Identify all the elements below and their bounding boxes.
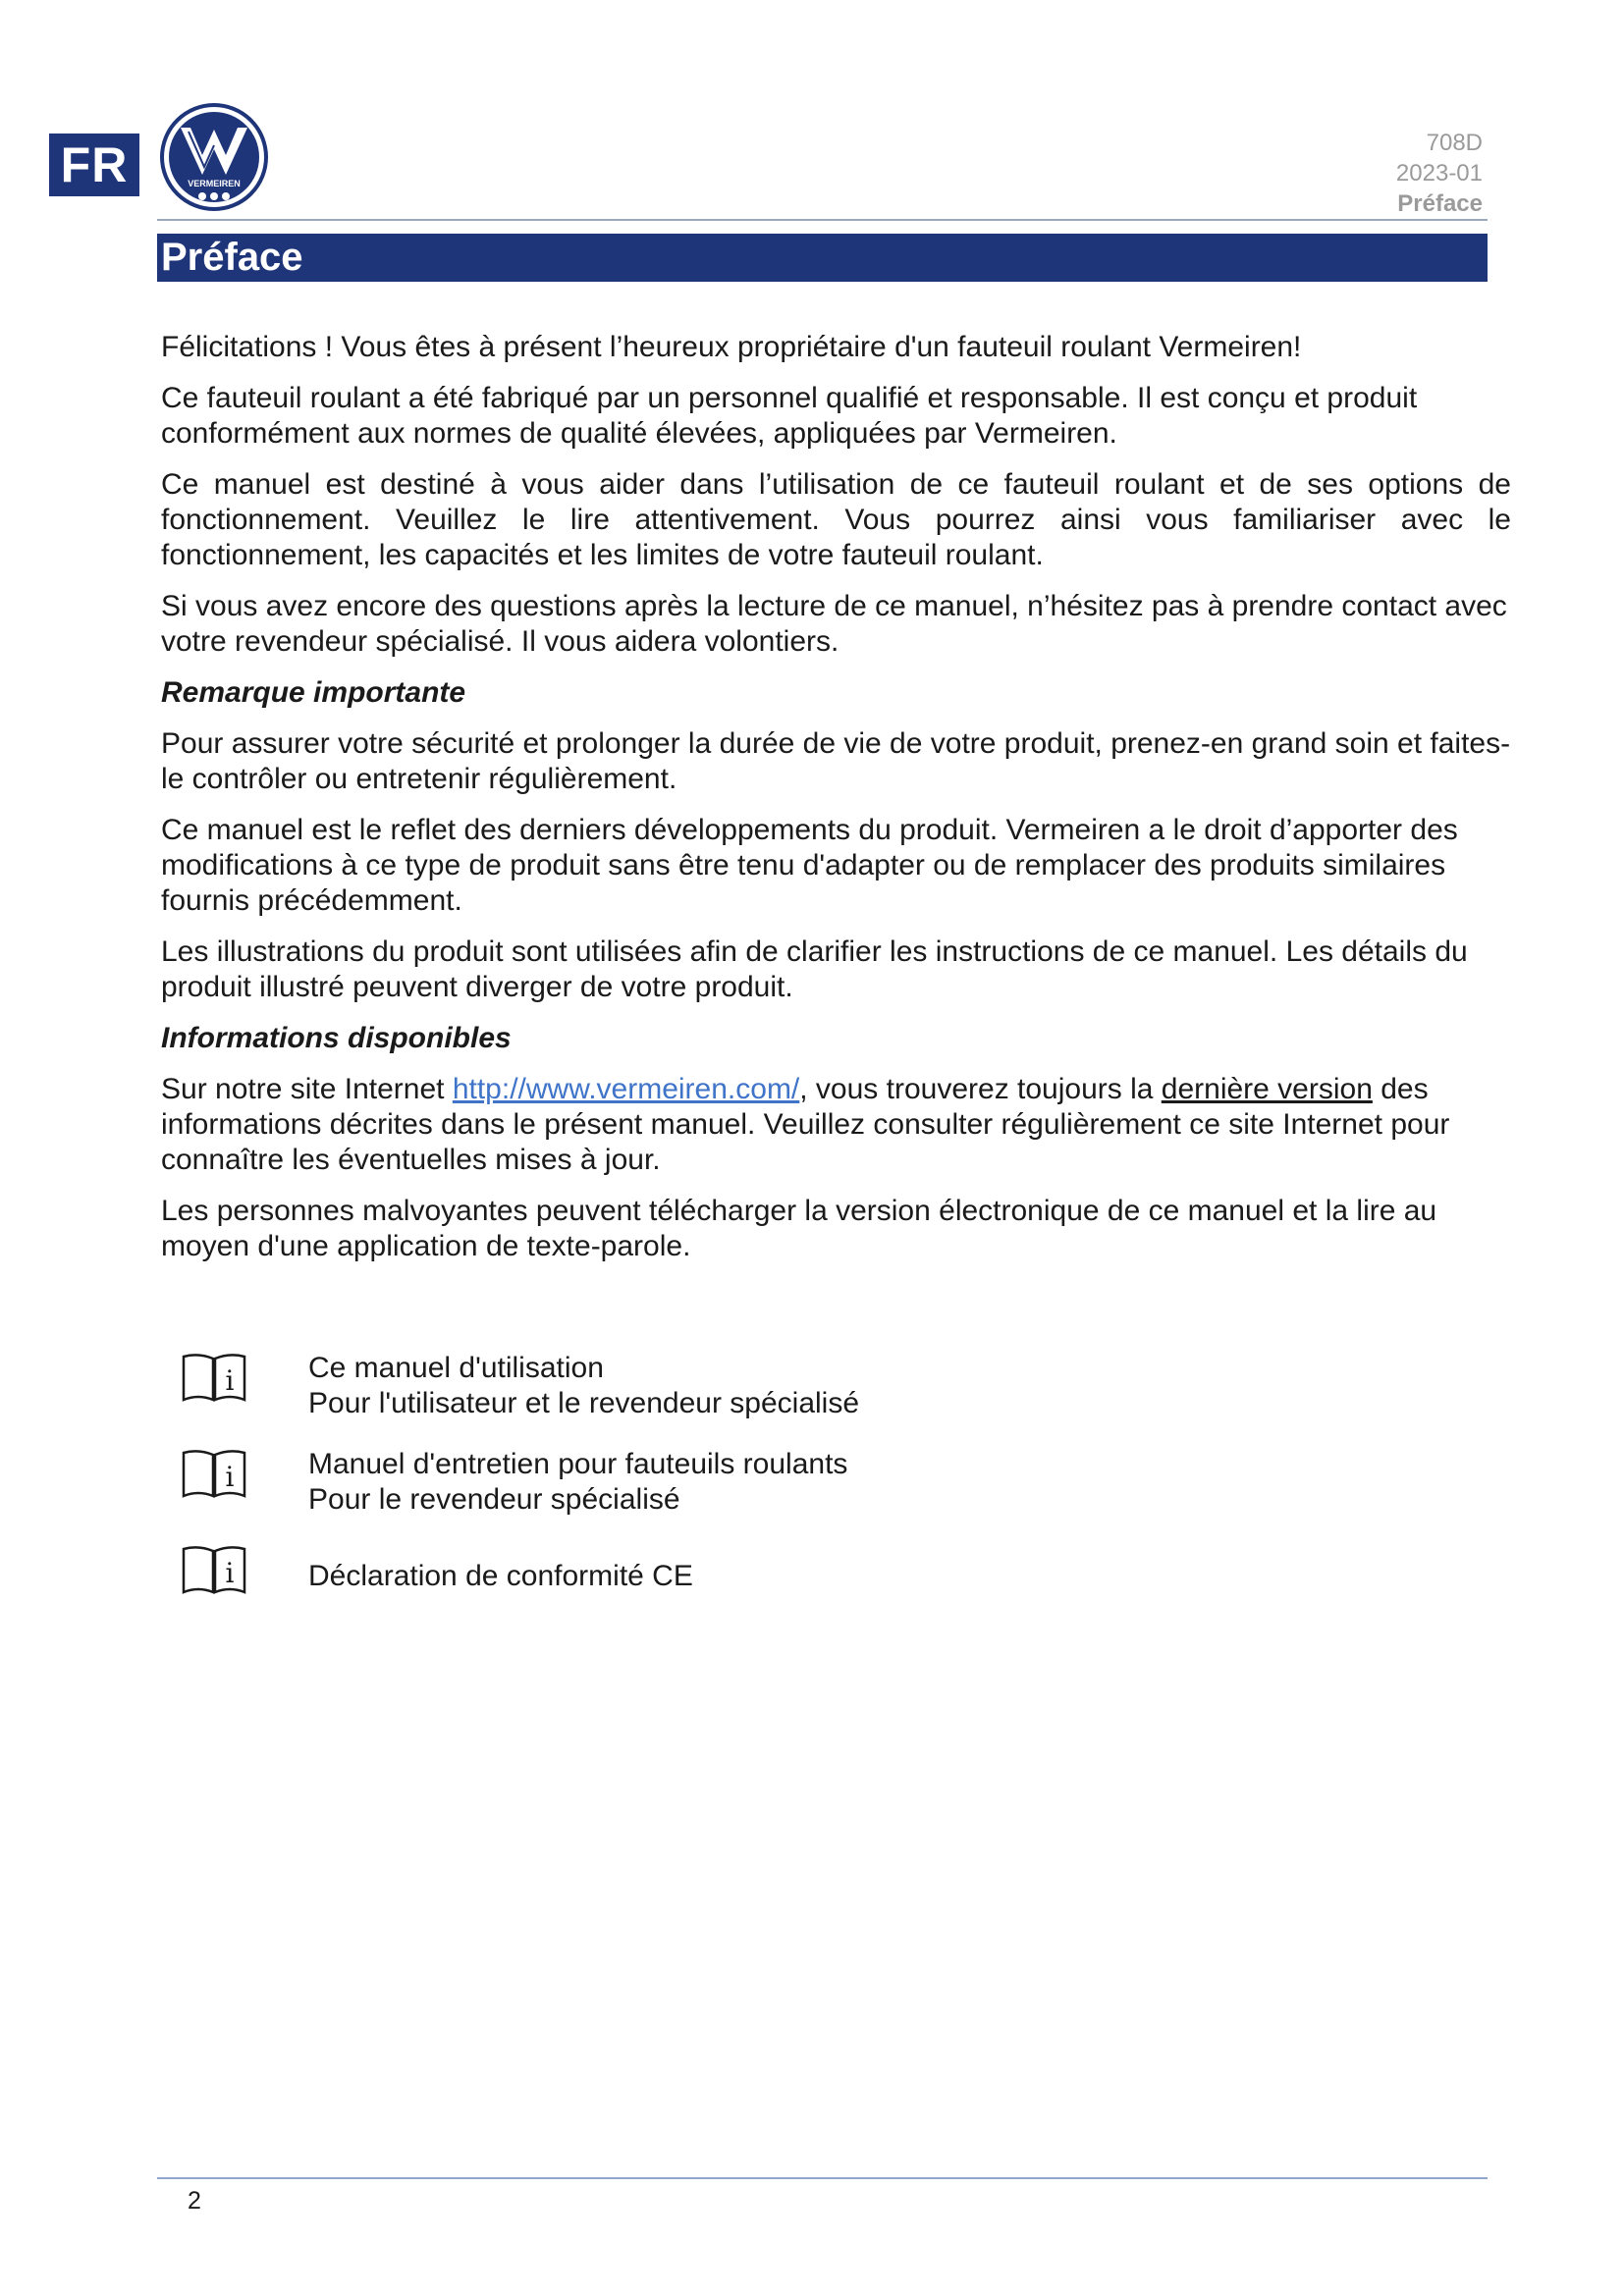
footer-divider [157, 2177, 1488, 2179]
svg-text:i: i [225, 1557, 235, 1589]
page-title: Préface [157, 234, 1488, 282]
website-text-after: des informations décrites dans le présent manuel. Veuillez consulter régulièrement ce site Internet pour connaître les éventuelles mises à jour. [161, 1073, 1450, 1176]
logo-text: VERMEIREN [188, 179, 241, 188]
heading-important-note: Remarque importante [161, 676, 466, 709]
document-title: Déclaration de conformité CE [308, 1560, 693, 1592]
document-audience: Pour le revendeur spécialisé [308, 1483, 680, 1516]
page-number: 2 [188, 2187, 201, 2215]
document-list [181, 1351, 1064, 1639]
document-audience: Pour l'utilisateur et le revendeur spécialisé [308, 1387, 860, 1419]
paragraph-manufacture: Ce fauteuil roulant a été fabriqué par un personnel qualifié et responsable. Il est conçu et produit conformément aux normes de qualité élevées, appliquées par Vermeiren. [161, 382, 1418, 450]
svg-text:i: i [225, 1461, 235, 1493]
paragraph-visually-impaired: Les personnes malvoyantes peuvent télécharger la version électronique de ce manuel et la lire au moyen d'une application de texte-parole. [161, 1195, 1437, 1262]
document-title: Manuel d'entretien pour fauteuils roulants [308, 1448, 848, 1480]
header-divider [157, 219, 1488, 221]
paragraph-manual-purpose: Ce manuel est destiné à vous aider dans l’utilisation de ce fauteuil roulant et de ses options de fonctionnement. Veuillez le lire attentivement. Vous pourrez ainsi vous familiariser avec le fonctionnement, les capacités et les limites de votre fauteuil roulant. [161, 468, 1511, 571]
website-text-before: Sur notre site Internet [161, 1073, 453, 1105]
model-number: 708D [1426, 130, 1483, 156]
header-meta [1396, 128, 1483, 219]
heading-available-info: Informations disponibles [161, 1022, 512, 1054]
paragraph-congratulations: Félicitations ! Vous êtes à présent l’heureux propriétaire d'un fauteuil roulant Vermeiren! [161, 331, 1302, 363]
paragraph-illustrations: Les illustrations du produit sont utilisées afin de clarifier les instructions de ce manuel. Les détails du produit illustré peuvent diverger de votre produit. [161, 935, 1468, 1003]
manual-info-icon [181, 1449, 247, 1500]
language-badge: FR [49, 133, 139, 196]
paragraph-developments: Ce manuel est le reflet des derniers développements du produit. Vermeiren a le droit d’apporter des modifications à ce type de produit sans être tenu d'adapter ou de remplacer des produits similaires fournis précédemment. [161, 814, 1458, 917]
revision-date: 2023-01 [1395, 160, 1483, 187]
section-name: Préface [1397, 190, 1483, 217]
paragraph-safety: Pour assurer votre sécurité et prolonger la durée de vie de votre produit, prenez-en grand soin et faites-le contrôler ou entretenir régulièrement. [161, 727, 1511, 795]
latest-version-text: dernière version [1161, 1073, 1373, 1105]
paragraph-questions: Si vous avez encore des questions après la lecture de ce manuel, n’hésitez pas à prendre contact avec votre revendeur spécialisé. Il vous aidera volontiers. [161, 590, 1507, 658]
manual-info-icon [181, 1353, 247, 1404]
document-item [181, 1447, 1064, 1543]
document-title: Ce manuel d'utilisation [308, 1352, 604, 1384]
document-item [181, 1351, 1064, 1447]
website-link[interactable]: http://www.vermeiren.com/ [452, 1073, 800, 1105]
manual-info-icon [181, 1545, 247, 1596]
svg-text:i: i [225, 1364, 235, 1397]
website-text-middle: , vous trouverez toujours la [799, 1073, 1162, 1105]
document-item [181, 1543, 1064, 1639]
paragraph-website [161, 1072, 1511, 1178]
preface-body [161, 330, 1511, 1280]
vermeiren-logo [159, 102, 269, 212]
